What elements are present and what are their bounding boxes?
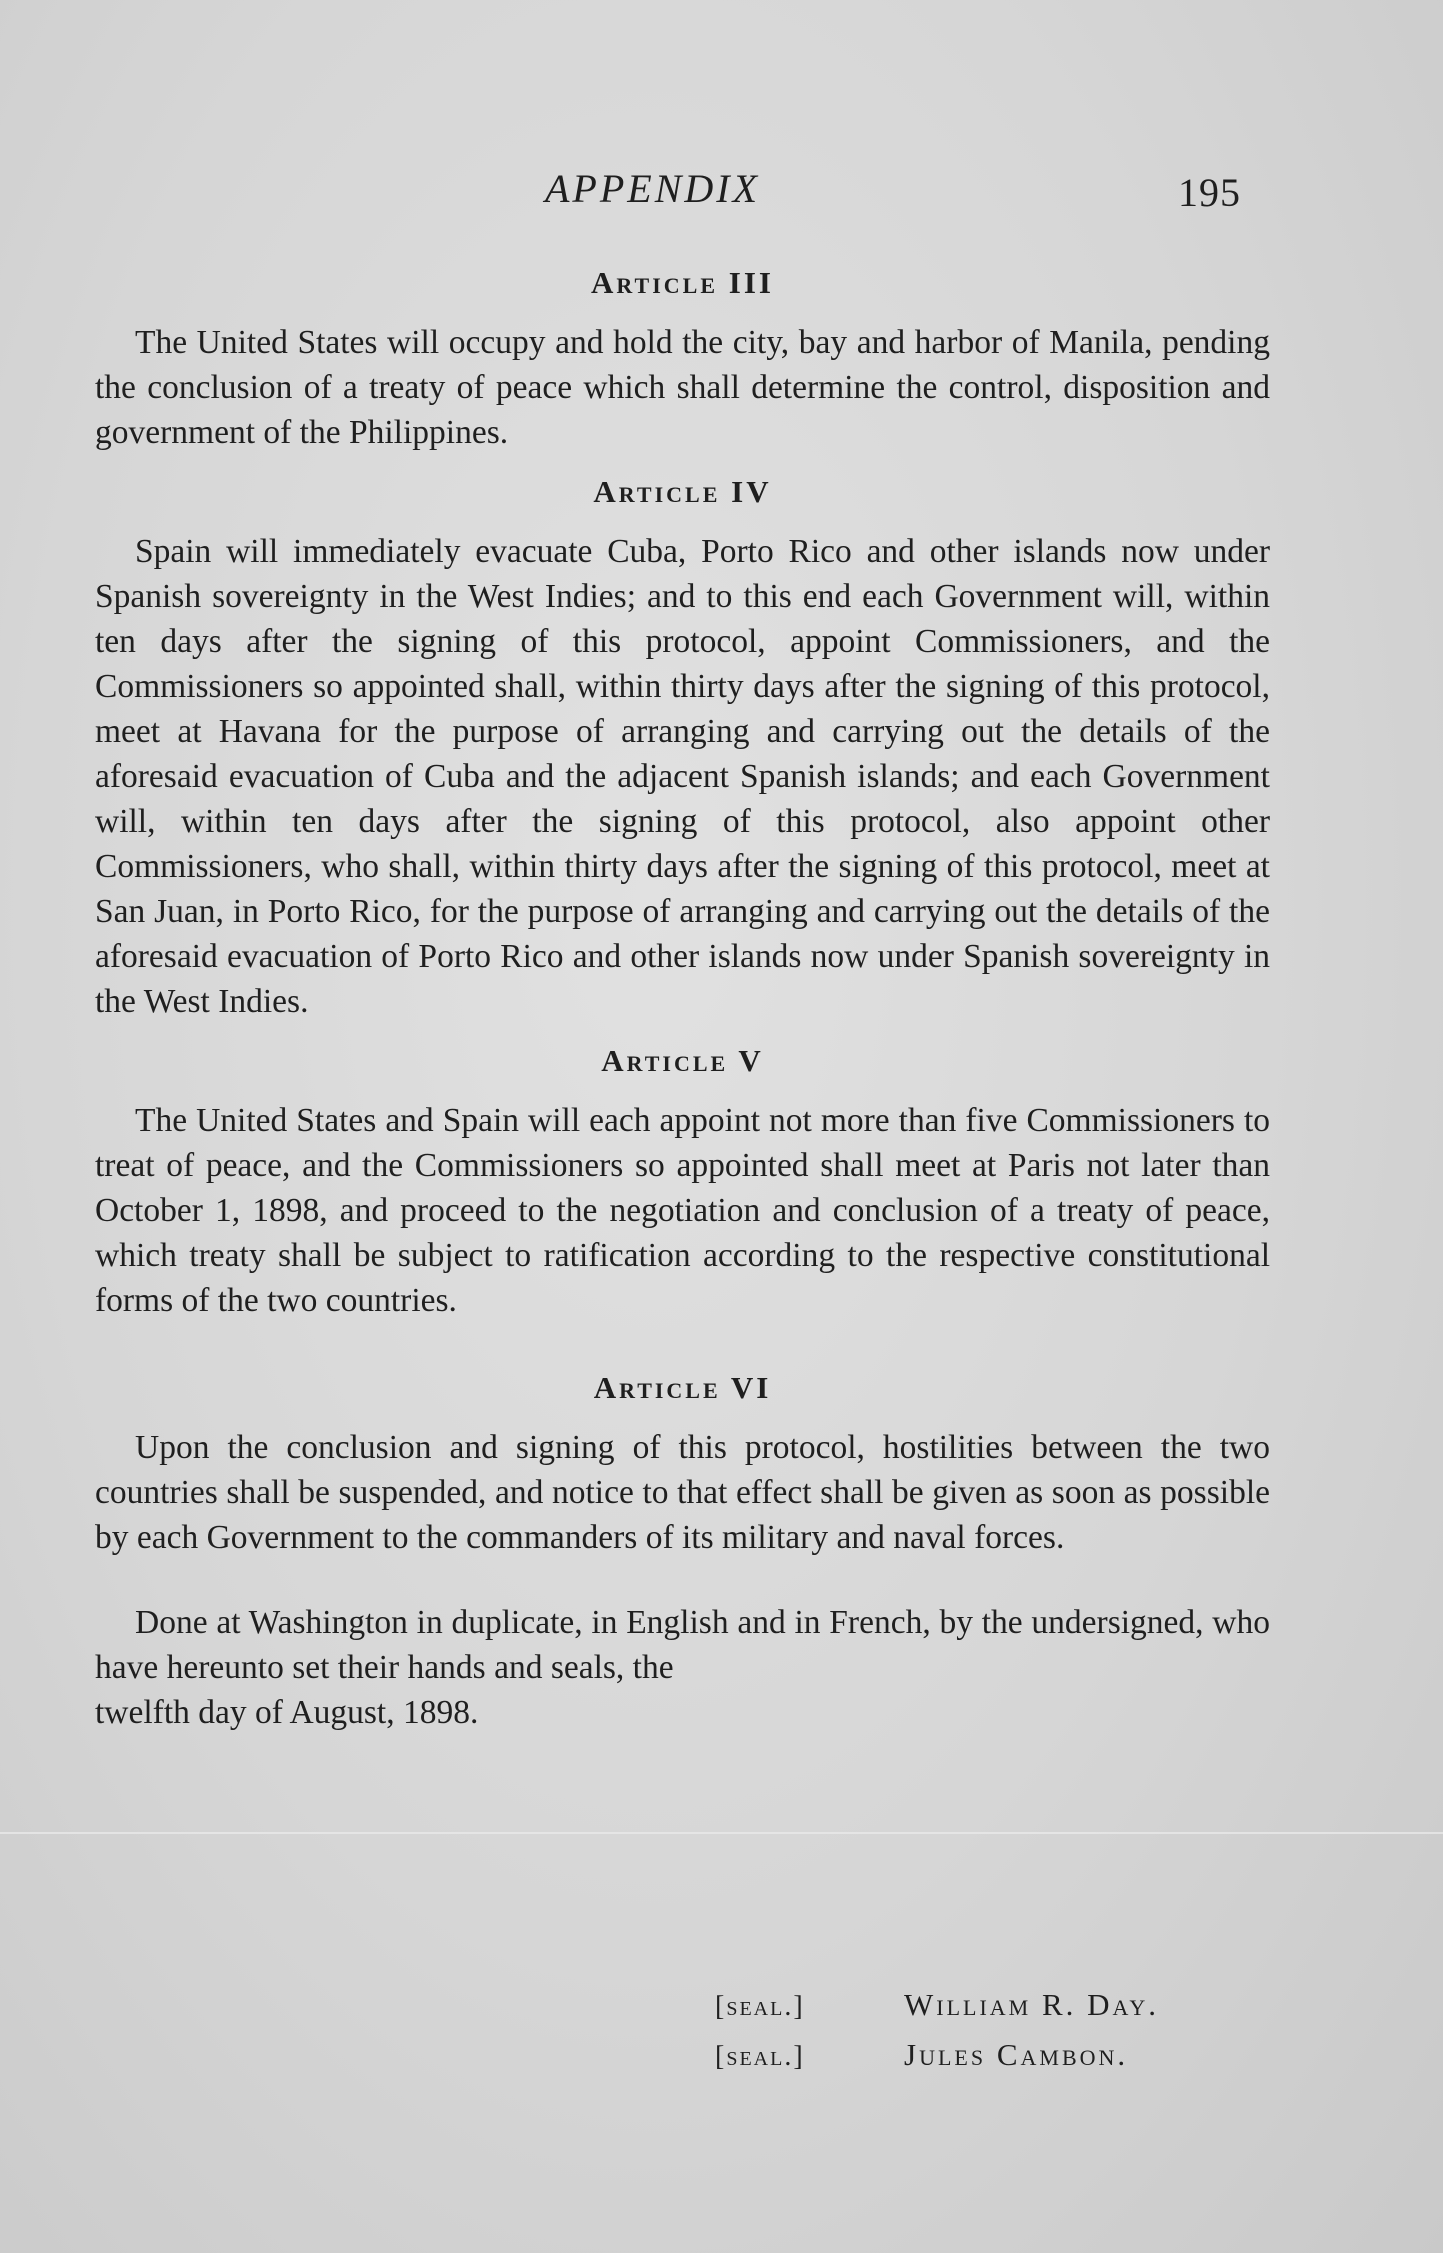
article-paragraph: Upon the conclusion and signing of this protocol, hostilities between the two countries shall be suspended, and notice to that effect shall be given as soon as possible by each Government to the commanders of its military and naval forces. (95, 1429, 1270, 1556)
closing-date-line: twelfth day of August, 1898. (95, 1694, 479, 1731)
seal-mark: [seal.] (715, 2041, 805, 2072)
signatory-name: William R. Day. (904, 1987, 1160, 2022)
article-paragraph: The United States and Spain will each appoint not more than five Commissioners to treat of peace, and the Commissioners so appointed shall meet at Paris not later than October 1, 1898, and proceed to the negotiation and conclusion of a treaty of peace, which treaty shall be subject to ratification according to the respective constitutional forms of the two countries. (95, 1102, 1270, 1319)
body-text (95, 258, 1270, 1735)
running-head-title: APPENDIX (545, 166, 761, 211)
signature-row (715, 2030, 1275, 2080)
signature-row (715, 1980, 1275, 2030)
article-6 (95, 1363, 1270, 1560)
page-number: 195 (1178, 170, 1241, 215)
article-heading: Article V (601, 1043, 764, 1078)
article-3 (95, 258, 1270, 455)
article-heading: Article VI (593, 1370, 772, 1405)
closing-clause (95, 1600, 1270, 1735)
signatory-name: Jules Cambon. (904, 2037, 1129, 2072)
closing-paragraph: Done at Washington in duplicate, in English and in French, by the undersigned, who have hereunto set their hands and seals, the (95, 1604, 1270, 1686)
article-paragraph: The United States will occupy and hold the city, bay and harbor of Manila, pending the conclusion of a treaty of peace which shall determine the control, disposition and government of the Philippines. (95, 324, 1270, 451)
article-heading: Article IV (593, 474, 772, 509)
running-head (0, 165, 1443, 225)
page-fold-line (0, 1832, 1443, 1834)
signature-block (715, 1980, 1275, 2080)
article-5 (95, 1036, 1270, 1323)
seal-mark: [seal.] (715, 1991, 805, 2022)
article-4 (95, 467, 1270, 1024)
article-heading: Article III (591, 265, 774, 300)
article-paragraph: Spain will immediately evacuate Cuba, Porto Rico and other islands now under Spanish sovereignty in the West Indies; and to this end each Government will, within ten days after the signing of this protocol, appoint Commissioners, and the Commissioners so appointed shall, within thirty days after the signing of this protocol, meet at Havana for the purpose of arranging and carrying out the details of the aforesaid evacuation of Cuba and the adjacent Spanish islands; and each Government will, within ten days after the signing of this protocol, also appoint other Commissioners, who shall, within thirty days after the signing of this protocol, meet at San Juan, in Porto Rico, for the purpose of arranging and carrying out the details of the aforesaid evacuation of Porto Rico and other islands now under Spanish sovereignty in the West Indies. (95, 533, 1270, 1020)
